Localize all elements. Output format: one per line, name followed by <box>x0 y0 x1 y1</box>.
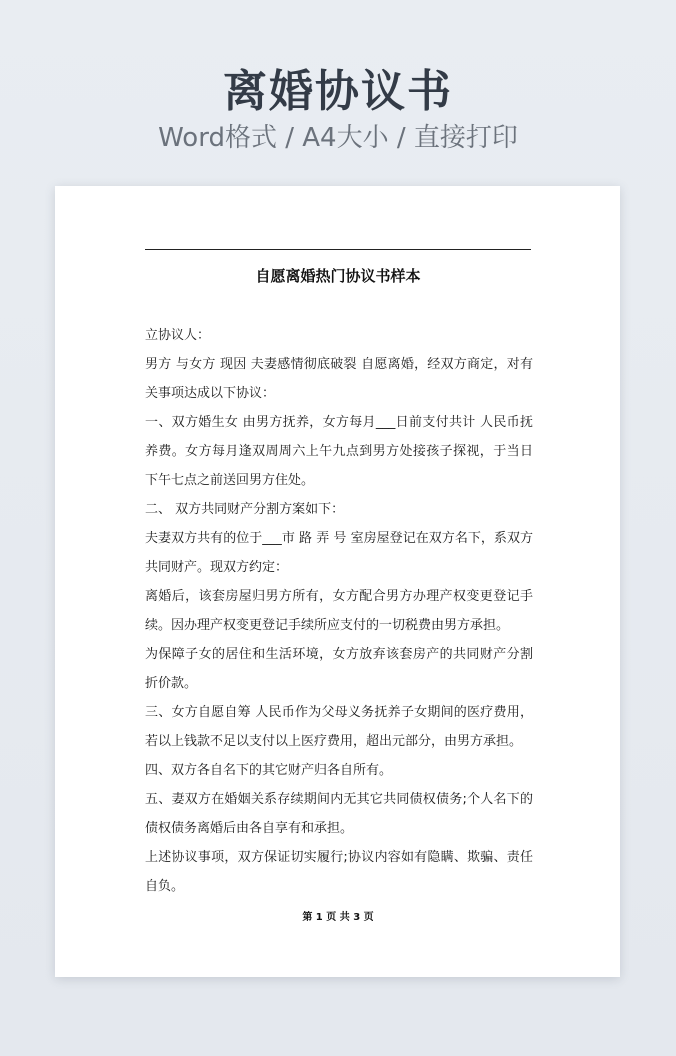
document-title: 自愿离婚热门协议书样本 <box>255 267 421 285</box>
paragraph-guarantee: 上述协议事项，双方保证切实履行;协议内容如有隐瞒、欺骗、责任自负。 <box>145 850 533 894</box>
paragraph-property-waiver: 为保障子女的居住和生活环境，女方放弃该套房产的共同财产分割折价款。 <box>145 647 533 691</box>
paragraph-parties: 立协议人： <box>145 328 211 343</box>
banner-title: 离婚协议书 <box>223 66 453 117</box>
paragraph-medical: 三、女方自愿自筹 人民币作为父母义务抚养子女期间的医疗费用，若以上钱款不足以支付以上医疗费用，超出元部分，由男方承担。 <box>145 705 533 749</box>
page-number: 第 1 页 共 3 页 <box>302 912 374 923</box>
paragraph-property-house: 夫妻双方共有的位于___市 路 弄 号 室房屋登记在双方名下，系双方共同财产。现双方约定： <box>145 531 533 575</box>
paragraph-property-transfer: 离婚后，该套房屋归男方所有，女方配合男方办理产权变更登记手续。因办理产权变更登记手续所应支付的一切税费由男方承担。 <box>145 589 533 633</box>
banner-subtitle: Word格式 / A4大小 / 直接打印 <box>158 123 518 153</box>
document-body <box>145 321 533 901</box>
paragraph-debts: 五、妻双方在婚姻关系存续期间内无其它共同债权债务;个人名下的债权债务离婚后由各自享有和承担。 <box>145 792 533 836</box>
paragraph-custody: 一、双方婚生女 由男方抚养，女方每月___日前支付共计 人民币抚养费。女方每月逢双周周六上午九点到男方处接孩子探视，于当日下午七点之前送回男方住处。 <box>145 415 533 488</box>
header-rule <box>145 249 531 250</box>
paragraph-other-assets: 四、双方各自名下的其它财产归各自所有。 <box>145 763 393 778</box>
document-page <box>55 186 620 977</box>
paragraph-property-heading: 二、 双方共同财产分割方案如下： <box>145 502 345 517</box>
paragraph-intro: 男方 与女方 现因 夫妻感情彻底破裂 自愿离婚，经双方商定，对有关事项达成以下协议： <box>145 357 533 401</box>
